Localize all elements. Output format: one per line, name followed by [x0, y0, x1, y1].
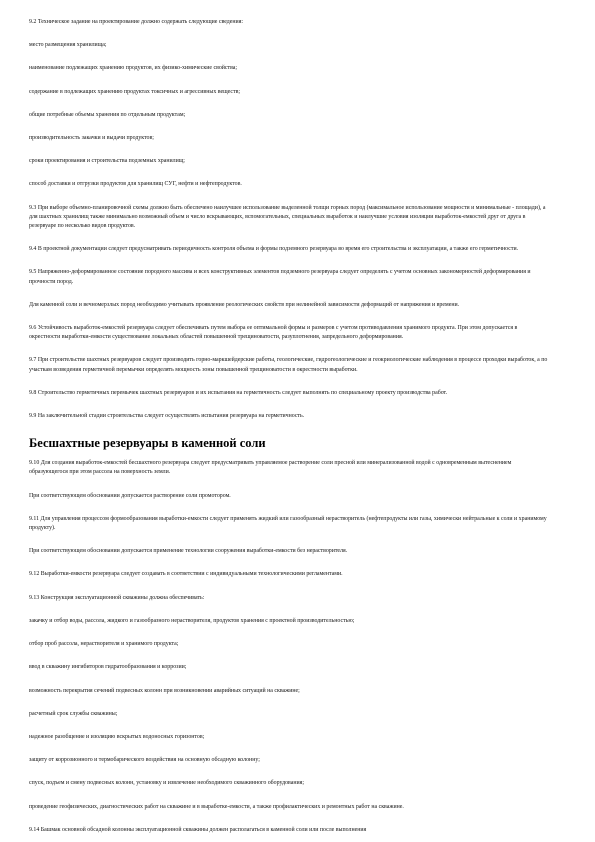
paragraph: спуск, подъем и смену подвесных колонн, установку и извлечение необходимого скважинного оборудования;: [29, 780, 304, 787]
document-body-bottom: [29, 459, 550, 835]
paragraph: закачку и отбор воды, рассола, жидкого и газообразного нерастворителя, продуктов хранения с проектной производительностью;: [29, 617, 355, 624]
document-body-top: [29, 18, 550, 421]
paragraph: ввод в скважину ингибиторов гидратообразования и коррозии;: [29, 664, 187, 671]
paragraph: содержание в подлежащих хранению продуктах токсичных и агрессивных веществ;: [29, 88, 241, 95]
paragraph: 9.5 Напряженно-деформированное состояние породного массива и всех конструктивных элементов подземного резервуара следует определять с учетом основных закономерностей деформирования и прочности пород.: [29, 269, 531, 285]
paragraph: сроки проектирования и строительства подземных хранилищ;: [29, 158, 185, 165]
paragraph: При соответствующем обосновании допускается растворение соли промотором.: [29, 492, 231, 499]
paragraph: отбор проб рассола, нерастворителя и хранимого продукта;: [29, 641, 179, 648]
paragraph: место размещения хранилища;: [29, 42, 107, 49]
paragraph: наименование подлежащих хранению продуктов, их физико-химические свойства;: [29, 65, 238, 72]
paragraph: 9.9 На заключительной стадии строительства следует осуществлять испытания резервуара на герметичность.: [29, 413, 305, 420]
paragraph: защиту от коррозионного и термобарического воздействия на основную обсадную колонну;: [29, 757, 260, 764]
paragraph: 9.14 Башмак основной обсадной колонны эксплуатационной скважины должен располагаться в каменной соли или после выполнения: [29, 826, 367, 833]
paragraph: способ доставки и отгрузки продуктов для хранилищ СУГ, нефти и нефтепродуктов.: [29, 181, 242, 188]
paragraph: 9.6 Устойчивость выработок-емкостей резервуара следует обеспечивать путем выбора ее оптимальной формы и размеров с учетом противодавления хранимого продукта. При этом допускается в окрестности выработки-емкости существование локальных областей повышенной трещиноватости, разуплотнения, запредельного деформирования.: [29, 325, 518, 341]
paragraph: расчетный срок службы скважины;: [29, 710, 118, 717]
paragraph: 9.4 В проектной документации следует предусматривать периодичность контроля объема и формы подземного резервуара во время его строительства и эксплуатации, а также его герметичности.: [29, 246, 519, 253]
paragraph: 9.2 Техническое задание на проектирование должно содержать следующие сведения:: [29, 19, 244, 25]
paragraph: 9.7 При строительстве шахтных резервуаров следует производить горно-маркшейдерские работы, геологические, гидрогеологические и геокриологические наблюдения в процессе проходки выработок, а по участкам возведения герметичной перемычки определять мощность зоны повышенной трещиноватости в окрестности выработки.: [29, 357, 548, 373]
paragraph: надежное разобщение и изоляцию вскрытых водоносных горизонтов;: [29, 733, 205, 740]
paragraph: 9.11 Для управления процессом формообразования выработки-емкости следует применять жидкий или газообразный нерастворитель (нефтепродукты или газы, химически нейтральные к соли и хранимому продукту).: [29, 515, 547, 532]
paragraph: проведение геофизических, диагностических работ на скважине и в выработке-емкости, а также профилактических и ремонтных работ на скважине.: [29, 803, 404, 810]
section-heading: Бесшахтные резервуары в каменной соли: [29, 436, 266, 451]
paragraph: 9.3 При выборе объемно-планировочной схемы должно быть обеспечено наилучшее использование выделенной толщи горных пород (максимальное использование мощности и минимальные - площади), а для шахтных хранилищ также минимально возможный объем и число вскрывающих, вспомогательных, специальных выработок и наилучшие условия изоляции выработок-емкостей друг от друга в резервуаре по несколько видов продуктов.: [29, 204, 546, 230]
paragraph: производительность закачки и выдачи продуктов;: [29, 135, 154, 142]
paragraph: общие потребные объемы хранения по отдельным продуктам;: [29, 111, 186, 118]
paragraph: Для каменной соли и вечномерзлых пород необходимо учитывать проявление реологических свойств при нелинейной зависимости деформаций от напряжения и времени.: [29, 301, 460, 308]
paragraph: возможность перекрытия сечений подвесных колонн при возникновении аварийных ситуаций на скважине;: [29, 687, 300, 694]
paragraph: 9.13 Конструкция эксплуатационной скважины должна обеспечивать:: [29, 594, 205, 601]
paragraph: 9.10 Для создания выработок-емкостей бесшахтного резервуара следует предусматривать управляемое растворение соли пресной или минерализованной водой с одновременным вытеснением образующегося при этом рассола на поверхность земли.: [29, 460, 512, 476]
paragraph: При соответствующем обосновании допускается применение технологии сооружения выработки-емкости без нерастворителя.: [29, 548, 348, 555]
paragraph: 9.8 Строительство герметичных перемычек шахтных резервуаров и их испытания на герметичность следует выполнять по специальному проекту производства работ.: [29, 389, 448, 396]
paragraph: 9.12 Выработки-емкости резервуара следует создавать в соответствии с индивидуальными технологическими регламентами.: [29, 571, 343, 578]
